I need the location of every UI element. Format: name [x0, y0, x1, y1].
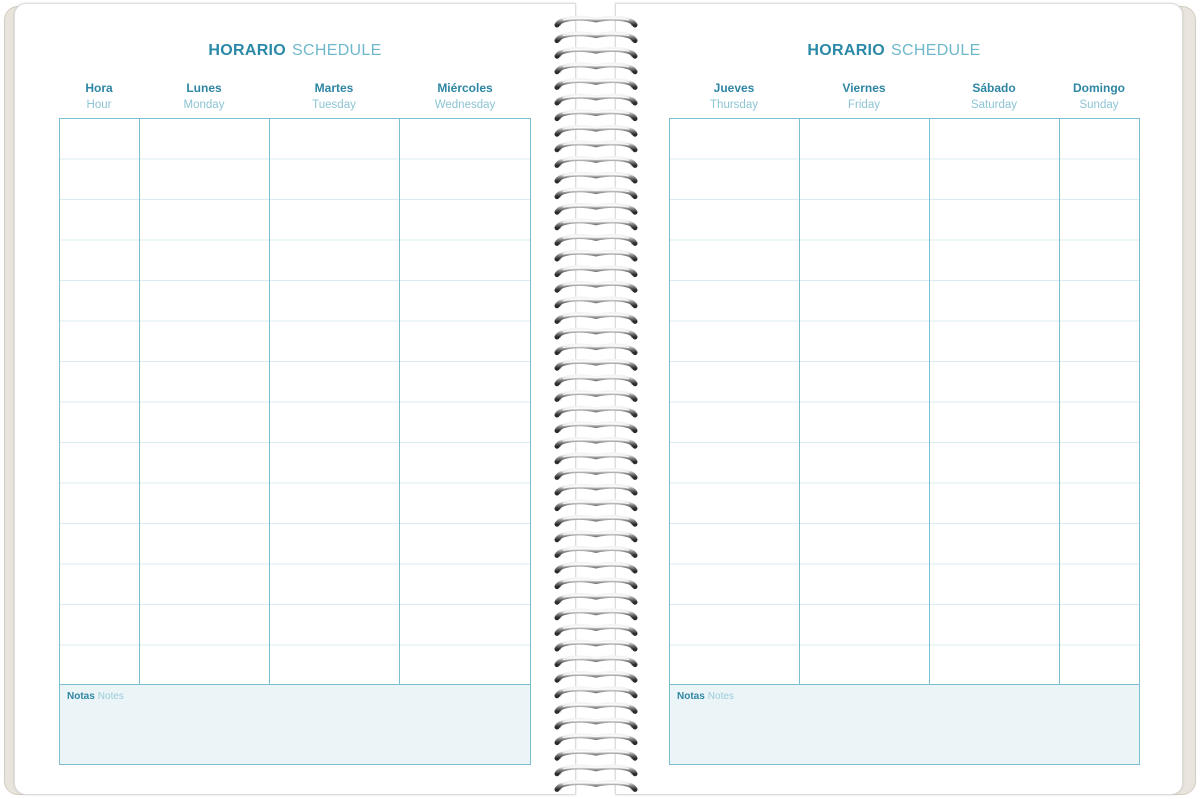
spiral-loop — [557, 81, 636, 89]
spiral-loop — [557, 377, 636, 385]
column-header-viernes — [799, 81, 929, 111]
spiral-loop — [557, 424, 636, 432]
spiral-loop — [557, 705, 636, 713]
column-label-es: Miércoles — [437, 81, 493, 95]
spiral-loop — [557, 18, 636, 26]
spiral-loop — [557, 439, 636, 447]
column-divider — [799, 119, 800, 684]
spiral-loop — [557, 205, 636, 213]
spiral-loop — [557, 315, 636, 323]
spiral-loop — [557, 127, 636, 135]
notes-box[interactable] — [59, 685, 531, 765]
spiral-loop — [557, 533, 636, 541]
spiral-loop — [557, 580, 636, 588]
spiral-loop — [557, 299, 636, 307]
column-label-en: Monday — [183, 99, 225, 111]
spiral-loop — [557, 393, 636, 401]
spiral-loop — [557, 159, 636, 167]
spiral-loop — [557, 595, 636, 603]
spiral-loop — [557, 720, 636, 728]
spiral-loop — [557, 611, 636, 619]
spiral-loop — [557, 268, 636, 276]
spiral-loop — [557, 658, 636, 666]
column-divider — [929, 119, 930, 684]
schedule-grid[interactable] — [59, 118, 531, 685]
column-label-es: Hora — [85, 81, 113, 95]
spiral-loop — [557, 564, 636, 572]
spiral-loop — [557, 549, 636, 557]
spiral-loop — [557, 486, 636, 494]
column-label-es: Lunes — [186, 81, 222, 95]
notes-label-es: Notas — [677, 691, 705, 702]
title-en: SCHEDULE — [891, 42, 981, 59]
spiral-loop — [557, 751, 636, 759]
column-label-es: Martes — [314, 81, 354, 95]
column-divider — [399, 119, 400, 684]
page-title — [15, 42, 575, 60]
spiral-loop — [557, 642, 636, 650]
column-label-es: Domingo — [1073, 81, 1125, 95]
spiral-loop — [557, 221, 636, 229]
column-header-domingo — [1059, 81, 1139, 111]
spiral-loop — [557, 346, 636, 354]
notes-label — [67, 691, 124, 702]
column-label-en: Hour — [86, 99, 112, 111]
spiral-loop — [557, 767, 636, 775]
notes-label-en: Notes — [707, 691, 734, 702]
spiral-loop — [557, 502, 636, 510]
title-es: HORARIO — [807, 42, 886, 59]
left-page — [14, 3, 576, 795]
notes-label-es: Notas — [67, 691, 95, 702]
spiral-loop — [557, 65, 636, 73]
column-header-martes — [269, 81, 399, 111]
column-label-es: Viernes — [842, 81, 886, 95]
spiral-loop — [557, 673, 636, 681]
notes-box[interactable] — [669, 685, 1140, 765]
column-header-miercoles — [399, 81, 531, 111]
column-label-en: Wednesday — [434, 99, 496, 111]
notes-label — [677, 691, 734, 702]
spiral-loop — [557, 783, 636, 791]
spiral-loop — [557, 689, 636, 697]
spiral-binding — [553, 12, 639, 792]
column-divider — [139, 119, 140, 684]
spiral-loop — [557, 237, 636, 245]
column-header-hora — [59, 81, 139, 111]
column-label-en: Tuesday — [312, 99, 356, 111]
spiral-loop — [557, 49, 636, 57]
column-header-lunes — [139, 81, 269, 111]
page-title — [611, 42, 1177, 60]
column-label-es: Sábado — [972, 81, 1016, 95]
spiral-loop — [557, 283, 636, 291]
column-divider — [1059, 119, 1060, 684]
column-label-en: Saturday — [970, 99, 1018, 111]
column-divider — [269, 119, 270, 684]
spiral-loop — [557, 34, 636, 42]
spiral-loop — [557, 190, 636, 198]
spiral-loop — [557, 174, 636, 182]
spiral-loop — [557, 455, 636, 463]
title-en: SCHEDULE — [292, 42, 382, 59]
spiral-loop — [557, 408, 636, 416]
spiral-loop — [557, 361, 636, 369]
right-page — [615, 3, 1183, 795]
spiral-loop — [557, 471, 636, 479]
spiral-loop — [557, 143, 636, 151]
spiral-loop — [557, 252, 636, 260]
column-header-jueves — [669, 81, 799, 111]
column-label-es: Jueves — [713, 81, 755, 95]
spiral-loop — [557, 112, 636, 120]
column-label-en: Thursday — [710, 99, 758, 111]
spiral-loop — [557, 627, 636, 635]
notes-label-en: Notes — [97, 691, 124, 702]
spiral-loop — [557, 517, 636, 525]
column-header-sabado — [929, 81, 1059, 111]
schedule-grid[interactable] — [669, 118, 1140, 685]
column-label-en: Friday — [848, 99, 880, 111]
spiral-loop — [557, 736, 636, 744]
title-es: HORARIO — [208, 42, 287, 59]
spiral-loop — [557, 330, 636, 338]
spiral-loop — [557, 96, 636, 104]
column-label-en: Sunday — [1079, 99, 1119, 111]
